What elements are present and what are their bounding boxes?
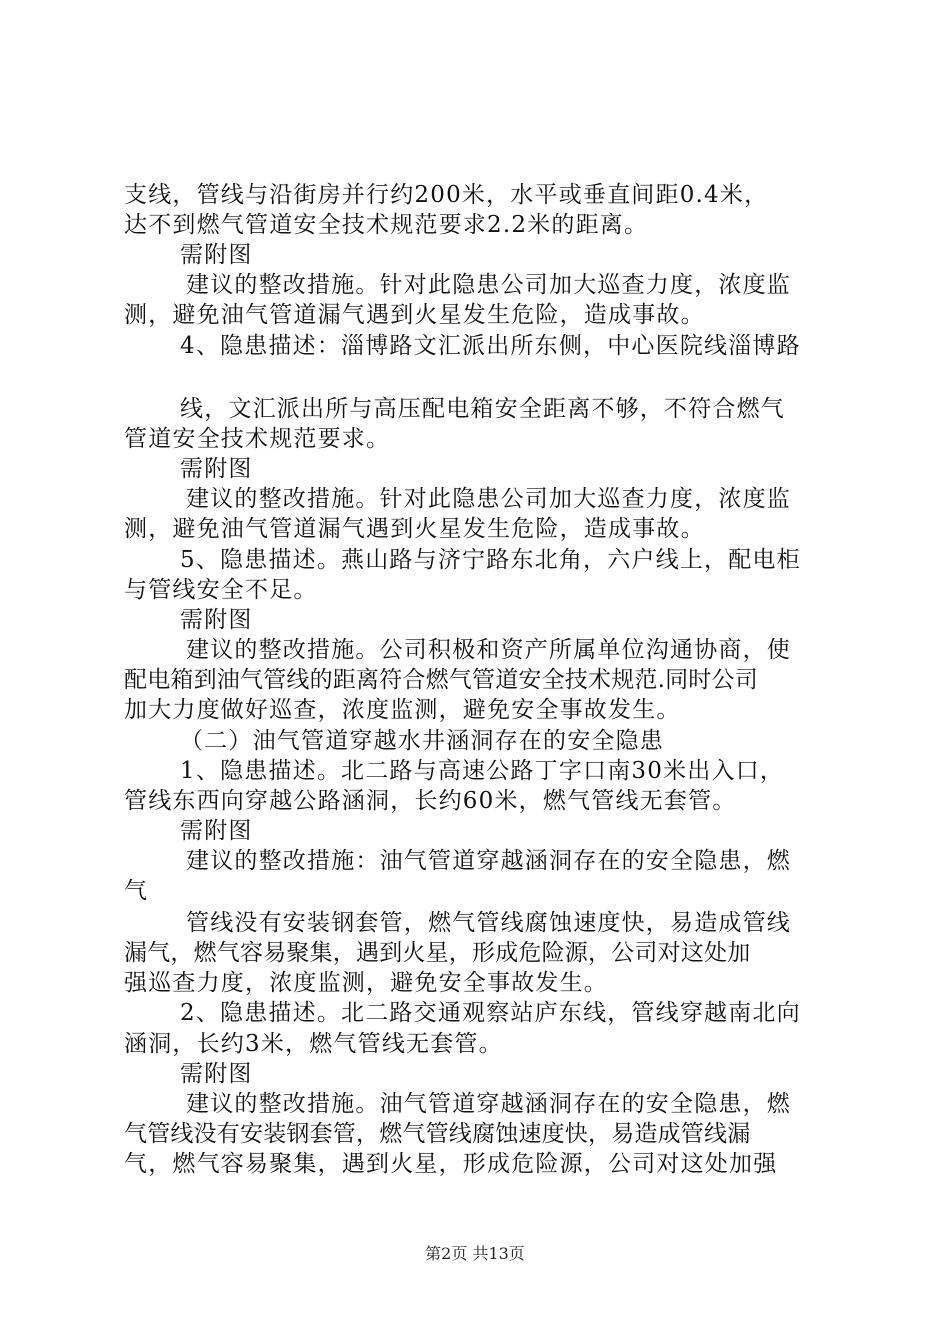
text-line: 支线，管线与沿街房并行约200米，水平或垂直间距0.4米， [124, 182, 769, 208]
text-line: 需附图 [180, 1061, 253, 1087]
text-line: 与管线安全不足。 [124, 577, 318, 603]
text-line: 强巡查力度，浓度监测，避免安全事故发生。 [124, 970, 608, 996]
text-line: 涵洞，长约3米，燃气管线无套管。 [124, 1031, 503, 1057]
page-footer: 第2页 共13页 [425, 1244, 525, 1263]
text-line: 管道安全技术规范要求。 [124, 426, 391, 452]
text-line: 5、隐患描述。燕山路与济宁路东北角，六户线上，配电柜 [180, 547, 801, 573]
text-line: 建议的整改措施：油气管道穿越涵洞存在的安全隐患，燃 [186, 848, 791, 874]
text-line: 建议的整改措施。公司积极和资产所属单位沟通协商，使 [186, 637, 791, 663]
section-heading: （二）油气管道穿越水井涵洞存在的安全隐患 [180, 728, 664, 754]
text-line: 配电箱到油气管线的距离符合燃气管道安全技术规范.同时公司 [124, 667, 758, 693]
text-line: 气，燃气容易聚集，遇到火星，形成危险源，公司对这处加强 [124, 1151, 778, 1177]
text-line: 达不到燃气管道安全技术规范要求2.2米的距离。 [124, 212, 649, 238]
text-line: 线，文汇派出所与高压配电箱安全距离不够，不符合燃气 [180, 396, 785, 422]
text-line: 加大力度做好巡查，浓度监测，避免安全事故发生。 [124, 697, 681, 723]
text-line: 4、隐患描述：淄博路文汇派出所东侧，中心医院线淄博路 [180, 333, 801, 359]
text-line: 1、隐患描述。北二路与高速公路丁字口南30米出入口， [180, 758, 785, 784]
text-line: 漏气，燃气容易聚集，遇到火星，形成危险源，公司对这处加 [124, 940, 751, 966]
text-line: 管线东西向穿越公路涵洞，长约60米，燃气管线无套管。 [124, 788, 737, 814]
text-line: 需附图 [180, 242, 253, 268]
text-line: 2、隐患描述。北二路交通观察站庐东线，管线穿越南北向 [180, 1000, 801, 1026]
text-line: 需附图 [180, 456, 253, 482]
text-line: 建议的整改措施。针对此隐患公司加大巡查力度，浓度监 [186, 272, 791, 298]
text-line: 测，避免油气管道漏气遇到火星发生危险，造成事故。 [124, 302, 705, 328]
text-line: 气 [124, 878, 149, 904]
text-line: 需附图 [180, 818, 253, 844]
text-line: 建议的整改措施。针对此隐患公司加大巡查力度，浓度监 [186, 486, 791, 512]
text-line: 气管线没有安装钢套管，燃气管线腐蚀速度快，易造成管线漏 [124, 1121, 751, 1147]
text-line: 测，避免油气管道漏气遇到火星发生危险，造成事故。 [124, 516, 705, 542]
text-line: 建议的整改措施。油气管道穿越涵洞存在的安全隐患，燃 [186, 1091, 791, 1117]
text-line: 管线没有安装钢套管，燃气管线腐蚀速度快，易造成管线 [186, 910, 791, 936]
text-line: 需附图 [180, 607, 253, 633]
